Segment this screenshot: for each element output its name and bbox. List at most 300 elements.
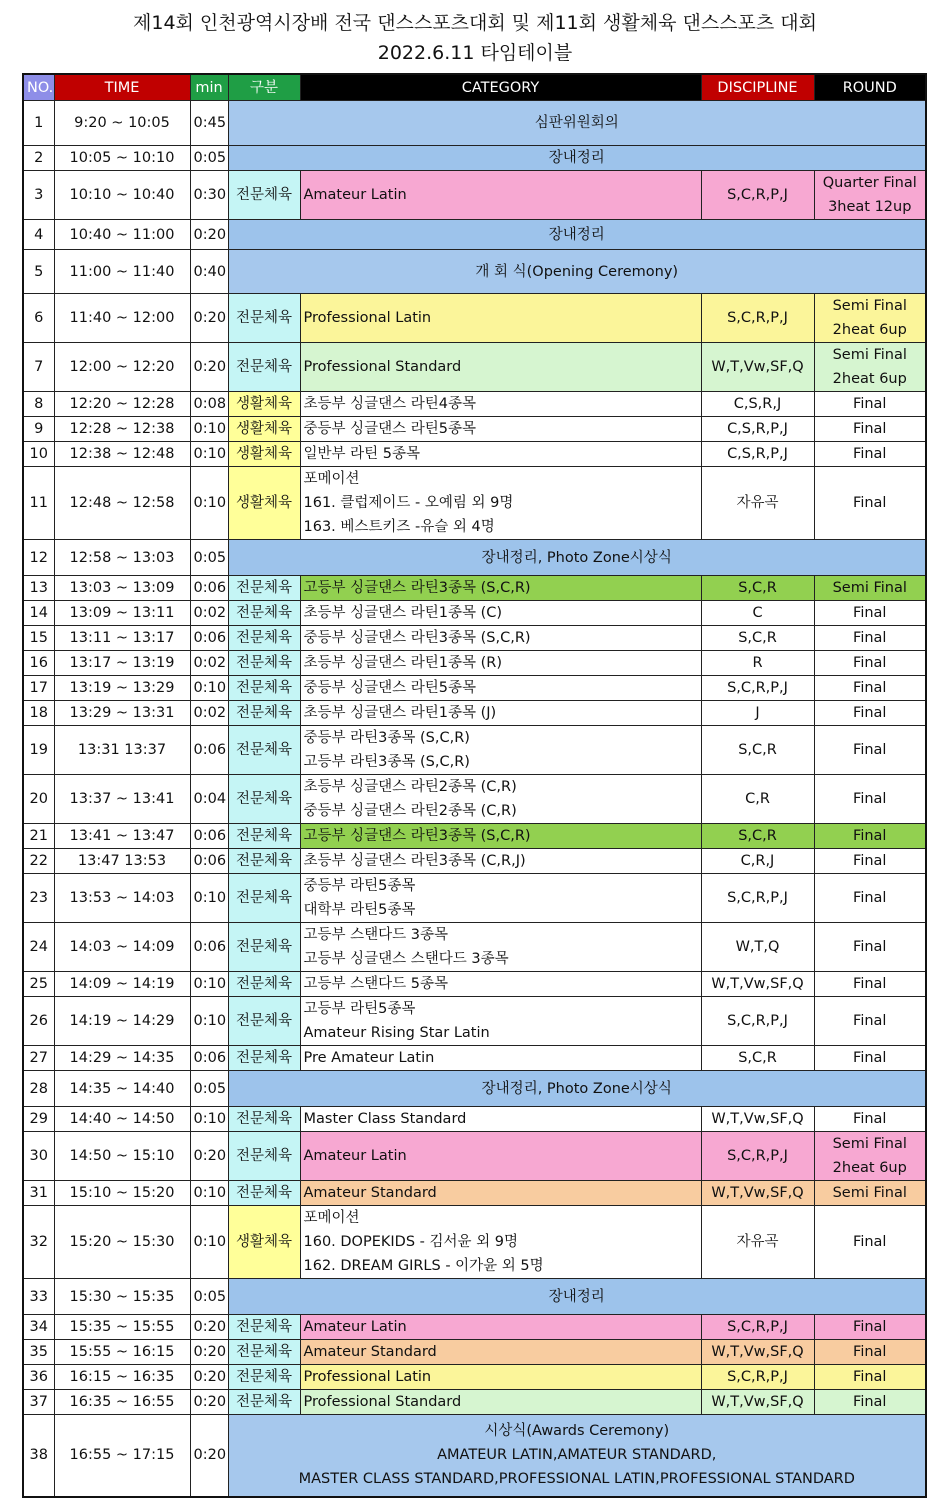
round-line: Final [853,1344,887,1360]
row-number: 25 [23,972,54,997]
category-line: Professional Standard [303,1394,462,1410]
round-cell [814,1046,926,1071]
round-line: Final [853,1050,887,1066]
table-row [23,392,926,417]
time-range: 13:53 ~ 14:03 [54,874,190,923]
time-range: 11:00 ~ 11:40 [54,250,190,294]
row-number: 13 [23,576,54,601]
time-range: 16:35 ~ 16:55 [54,1390,190,1415]
round-cell [814,775,926,824]
time-range: 15:10 ~ 15:20 [54,1181,190,1206]
category-line: Master Class Standard [303,1111,467,1127]
discipline-cell: 자유곡 [701,467,814,540]
round-cell [814,1181,926,1206]
discipline-cell: W,T,Vw,SF,Q [701,1340,814,1365]
duration: 0:06 [190,1046,228,1071]
round-line: Semi Final [832,580,907,596]
round-cell [814,343,926,392]
round-cell [814,849,926,874]
duration: 0:06 [190,824,228,849]
discipline-cell: S,C,R,P,J [701,171,814,220]
table-row [23,972,926,997]
round-line: Final [853,630,887,646]
round-cell [814,726,926,775]
table-row [23,701,926,726]
row-number: 12 [23,540,54,576]
division-type: 전문체육 [228,576,300,601]
discipline-cell: S,C,R,P,J [701,294,814,343]
division-type: 전문체육 [228,775,300,824]
division-type: 전문체육 [228,923,300,972]
category-cell [300,1181,701,1206]
time-range: 9:20 ~ 10:05 [54,101,190,146]
duration: 0:05 [190,540,228,576]
division-type: 전문체육 [228,1181,300,1206]
category-cell [300,1132,701,1181]
round-line: Final [853,742,887,758]
row-number: 32 [23,1206,54,1279]
round-line: Semi Final [832,1136,907,1152]
category-cell [300,1206,701,1279]
category-line: Amateur Latin [303,1148,407,1164]
category-cell [300,171,701,220]
discipline-cell: S,C,R,P,J [701,1315,814,1340]
category-line: 초등부 싱글댄스 라틴1종목 (R) [303,655,503,671]
category-line: 160. DOPEKIDS - 김서윤 외 9명 [303,1234,518,1250]
round-cell [814,576,926,601]
division-type: 전문체육 [228,171,300,220]
round-cell [814,1132,926,1181]
duration: 0:06 [190,726,228,775]
division-type: 전문체육 [228,874,300,923]
round-cell [814,824,926,849]
division-type: 전문체육 [228,997,300,1046]
table-row [23,726,926,775]
time-range: 12:00 ~ 12:20 [54,343,190,392]
table-row [23,343,926,392]
duration: 0:10 [190,1107,228,1132]
category-cell [300,576,701,601]
round-line: 2heat 6up [832,322,907,338]
category-line: 고등부 스탠다드 3종목 [303,927,449,943]
table-row [23,1340,926,1365]
duration: 0:40 [190,250,228,294]
discipline-cell: W,T,Q [701,923,814,972]
category-cell [300,442,701,467]
discipline-cell: S,C,R [701,1046,814,1071]
category-cell [300,676,701,701]
round-cell [814,467,926,540]
category-cell [300,972,701,997]
category-line: 고등부 싱글댄스 라틴3종목 (S,C,R) [303,828,531,844]
row-number: 7 [23,343,54,392]
duration: 0:20 [190,1365,228,1390]
event-span: 장내정리 [228,146,926,171]
time-range: 14:40 ~ 14:50 [54,1107,190,1132]
header-round: ROUND [814,74,926,101]
category-line: Professional Latin [303,1369,432,1385]
round-cell [814,874,926,923]
category-line: 고등부 싱글댄스 스탠다드 3종목 [303,951,509,967]
duration: 0:20 [190,1315,228,1340]
division-type: 전문체육 [228,1132,300,1181]
round-line: Final [853,396,887,412]
table-row [23,997,926,1046]
division-type: 전문체육 [228,651,300,676]
table-row [23,775,926,824]
round-cell [814,1340,926,1365]
time-range: 13:19 ~ 13:29 [54,676,190,701]
table-row [23,1107,926,1132]
round-cell [814,626,926,651]
division-type: 전문체육 [228,726,300,775]
time-range: 15:55 ~ 16:15 [54,1340,190,1365]
row-number: 3 [23,171,54,220]
round-cell [814,1390,926,1415]
discipline-cell: W,T,Vw,SF,Q [701,1181,814,1206]
division-type: 생활체육 [228,417,300,442]
time-range: 12:48 ~ 12:58 [54,467,190,540]
discipline-cell: S,C,R [701,626,814,651]
round-line: Final [853,1394,887,1410]
duration: 0:20 [190,220,228,250]
round-line: Final [853,421,887,437]
division-type: 전문체육 [228,343,300,392]
event-span-line: AMATEUR LATIN,AMATEUR STANDARD, [437,1447,717,1464]
division-type: 전문체육 [228,601,300,626]
division-type: 전문체육 [228,294,300,343]
round-line: Final [853,1013,887,1029]
discipline-cell: J [701,701,814,726]
header-category: CATEGORY [300,74,701,101]
category-line: 초등부 싱글댄스 라틴2종목 (C,R) [303,779,517,795]
row-number: 4 [23,220,54,250]
time-range: 13:17 ~ 13:19 [54,651,190,676]
round-line: Quarter Final [822,175,917,191]
row-number: 35 [23,1340,54,1365]
category-line: 포메이션 [303,471,360,487]
duration: 0:05 [190,146,228,171]
table-row [23,101,926,146]
row-number: 27 [23,1046,54,1071]
discipline-cell: C,S,R,P,J [701,417,814,442]
time-range: 13:41 ~ 13:47 [54,824,190,849]
duration: 0:20 [190,1415,228,1497]
discipline-cell: W,T,Vw,SF,Q [701,343,814,392]
time-range: 10:05 ~ 10:10 [54,146,190,171]
round-line: Final [853,1111,887,1127]
category-cell [300,1315,701,1340]
division-type: 생활체육 [228,442,300,467]
category-line: 고등부 스탠다드 5종목 [303,976,449,992]
discipline-cell: C,R [701,775,814,824]
discipline-cell: C [701,601,814,626]
round-cell [814,1315,926,1340]
round-line: Final [853,939,887,955]
duration: 0:10 [190,874,228,923]
time-range: 13:37 ~ 13:41 [54,775,190,824]
table-row [23,1046,926,1071]
discipline-cell: 자유곡 [701,1206,814,1279]
time-range: 13:09 ~ 13:11 [54,601,190,626]
division-type: 전문체육 [228,626,300,651]
duration: 0:02 [190,601,228,626]
round-line: Final [853,605,887,621]
table-row [23,467,926,540]
category-cell [300,651,701,676]
time-range: 14:35 ~ 14:40 [54,1071,190,1107]
table-row [23,824,926,849]
row-number: 30 [23,1132,54,1181]
row-number: 28 [23,1071,54,1107]
table-row [23,1365,926,1390]
event-span-line: MASTER CLASS STANDARD,PROFESSIONAL LATIN,PROFESSIONAL STANDARD [298,1471,855,1488]
round-line: 2heat 6up [832,371,907,387]
time-range: 13:11 ~ 13:17 [54,626,190,651]
round-cell [814,1206,926,1279]
table-row [23,576,926,601]
duration: 0:02 [190,651,228,676]
category-line: 포메이션 [303,1210,360,1226]
row-number: 29 [23,1107,54,1132]
time-range: 14:09 ~ 14:19 [54,972,190,997]
duration: 0:10 [190,972,228,997]
row-number: 9 [23,417,54,442]
table-row [23,601,926,626]
category-line: 대학부 라틴5종목 [303,902,416,918]
division-type: 전문체육 [228,701,300,726]
category-line: Amateur Rising Star Latin [303,1025,490,1041]
category-line: 162. DREAM GIRLS - 이가윤 외 5명 [303,1258,544,1274]
round-line: Final [853,495,887,511]
round-cell [814,651,926,676]
discipline-cell: C,S,R,P,J [701,442,814,467]
division-type: 전문체육 [228,1315,300,1340]
discipline-cell: S,C,R,P,J [701,1365,814,1390]
duration: 0:05 [190,1071,228,1107]
category-cell [300,1340,701,1365]
duration: 0:02 [190,701,228,726]
event-span-line: 시상식(Awards Ceremony) [484,1423,670,1440]
category-line: Amateur Standard [303,1344,437,1360]
duration: 0:04 [190,775,228,824]
category-cell [300,392,701,417]
duration: 0:06 [190,626,228,651]
category-line: 초등부 싱글댄스 라틴1종목 (J) [303,705,497,721]
table-row [23,250,926,294]
category-cell [300,923,701,972]
table-row [23,146,926,171]
category-cell [300,1365,701,1390]
time-range: 12:58 ~ 13:03 [54,540,190,576]
round-line: Final [853,853,887,869]
row-number: 18 [23,701,54,726]
event-span: 장내정리 [228,1279,926,1315]
time-range: 11:40 ~ 12:00 [54,294,190,343]
row-number: 36 [23,1365,54,1390]
header-gubun: 구분 [228,74,300,101]
round-cell [814,392,926,417]
row-number: 21 [23,824,54,849]
header-min: min [190,74,228,101]
table-row [23,651,926,676]
division-type: 생활체육 [228,392,300,417]
category-line: 초등부 싱글댄스 라틴1종목 (C) [303,605,503,621]
table-row [23,1390,926,1415]
document-title: 제14회 인천광역시장배 전국 댄스스포츠대회 및 제11회 생활체육 댄스스포츠 대회 [133,12,817,34]
row-number: 16 [23,651,54,676]
time-range: 14:03 ~ 14:09 [54,923,190,972]
table-row [23,171,926,220]
round-cell [814,923,926,972]
category-cell [300,343,701,392]
round-cell [814,1107,926,1132]
category-cell [300,997,701,1046]
division-type: 전문체육 [228,676,300,701]
category-line: 161. 클럽제이드 - 오예림 외 9명 [303,495,514,511]
row-number: 8 [23,392,54,417]
time-range: 13:29 ~ 13:31 [54,701,190,726]
category-cell [300,1046,701,1071]
round-cell [814,1365,926,1390]
division-type: 전문체육 [228,1340,300,1365]
division-type: 전문체육 [228,972,300,997]
category-line: 중등부 라틴5종목 [303,878,416,894]
category-line: Professional Standard [303,359,462,375]
round-line: Final [853,976,887,992]
discipline-cell: W,T,Vw,SF,Q [701,1107,814,1132]
duration: 0:06 [190,576,228,601]
category-cell [300,726,701,775]
table-row [23,294,926,343]
row-number: 20 [23,775,54,824]
round-cell [814,972,926,997]
row-number: 31 [23,1181,54,1206]
table-row [23,540,926,576]
row-number: 23 [23,874,54,923]
category-cell [300,849,701,874]
row-number: 34 [23,1315,54,1340]
table-row [23,1132,926,1181]
duration: 0:20 [190,1132,228,1181]
timetable-body [23,101,926,1497]
round-line: Final [853,1319,887,1335]
row-number: 10 [23,442,54,467]
round-line: 2heat 6up [832,1160,907,1176]
division-type: 전문체육 [228,849,300,874]
table-row [23,676,926,701]
event-span: 개 회 식(Opening Ceremony) [228,250,926,294]
row-number: 2 [23,146,54,171]
row-number: 24 [23,923,54,972]
duration: 0:10 [190,997,228,1046]
row-number: 26 [23,997,54,1046]
round-line: Semi Final [832,1185,907,1201]
table-row [23,1181,926,1206]
duration: 0:45 [190,101,228,146]
duration: 0:20 [190,294,228,343]
event-span: 심판위원회의 [228,101,926,146]
table-row [23,626,926,651]
discipline-cell: C,S,R,J [701,392,814,417]
round-line: Final [853,1369,887,1385]
round-line: Final [853,791,887,807]
row-number: 14 [23,601,54,626]
time-range: 12:28 ~ 12:38 [54,417,190,442]
duration: 0:08 [190,392,228,417]
table-row [23,220,926,250]
category-cell [300,626,701,651]
time-range: 14:29 ~ 14:35 [54,1046,190,1071]
duration: 0:10 [190,467,228,540]
header-no: NO. [23,74,54,101]
category-line: Pre Amateur Latin [303,1050,435,1066]
duration: 0:06 [190,849,228,874]
round-line: Final [853,890,887,906]
category-cell [300,1107,701,1132]
table-row [23,442,926,467]
time-range: 16:15 ~ 16:35 [54,1365,190,1390]
category-line: 일반부 라틴 5종목 [303,446,420,462]
discipline-cell: S,C,R [701,726,814,775]
category-cell [300,294,701,343]
category-line: 고등부 싱글댄스 라틴3종목 (S,C,R) [303,580,531,596]
category-cell [300,701,701,726]
table-row [23,923,926,972]
table-row [23,1315,926,1340]
time-range: 14:19 ~ 14:29 [54,997,190,1046]
duration: 0:30 [190,171,228,220]
duration: 0:05 [190,1279,228,1315]
row-number: 1 [23,101,54,146]
table-row [23,417,926,442]
category-line: Amateur Standard [303,1185,437,1201]
time-range: 15:30 ~ 15:35 [54,1279,190,1315]
category-cell [300,775,701,824]
discipline-cell: S,C,R,P,J [701,997,814,1046]
time-range: 16:55 ~ 17:15 [54,1415,190,1497]
header-row [23,74,926,101]
category-line: 163. 베스트키즈 -유슬 외 4명 [303,519,495,535]
event-span: 장내정리, Photo Zone시상식 [228,1071,926,1107]
discipline-cell: S,C,R [701,824,814,849]
discipline-cell: S,C,R,P,J [701,676,814,701]
row-number: 38 [23,1415,54,1497]
row-number: 33 [23,1279,54,1315]
round-cell [814,701,926,726]
duration: 0:10 [190,417,228,442]
event-span: 장내정리 [228,220,926,250]
event-span: 장내정리, Photo Zone시상식 [228,540,926,576]
time-range: 10:10 ~ 10:40 [54,171,190,220]
category-cell [300,1390,701,1415]
round-cell [814,417,926,442]
round-line: Final [853,828,887,844]
category-line: 중등부 라틴3종목 (S,C,R) [303,730,470,746]
category-line: Amateur Latin [303,1319,407,1335]
category-cell [300,467,701,540]
round-cell [814,294,926,343]
round-cell [814,442,926,467]
round-cell [814,676,926,701]
category-line: 중등부 싱글댄스 라틴5종목 [303,421,477,437]
document-subtitle: 2022.6.11 타임테이블 [377,42,573,64]
division-type: 생활체육 [228,467,300,540]
duration: 0:10 [190,1181,228,1206]
row-number: 19 [23,726,54,775]
row-number: 15 [23,626,54,651]
discipline-cell: W,T,Vw,SF,Q [701,1390,814,1415]
